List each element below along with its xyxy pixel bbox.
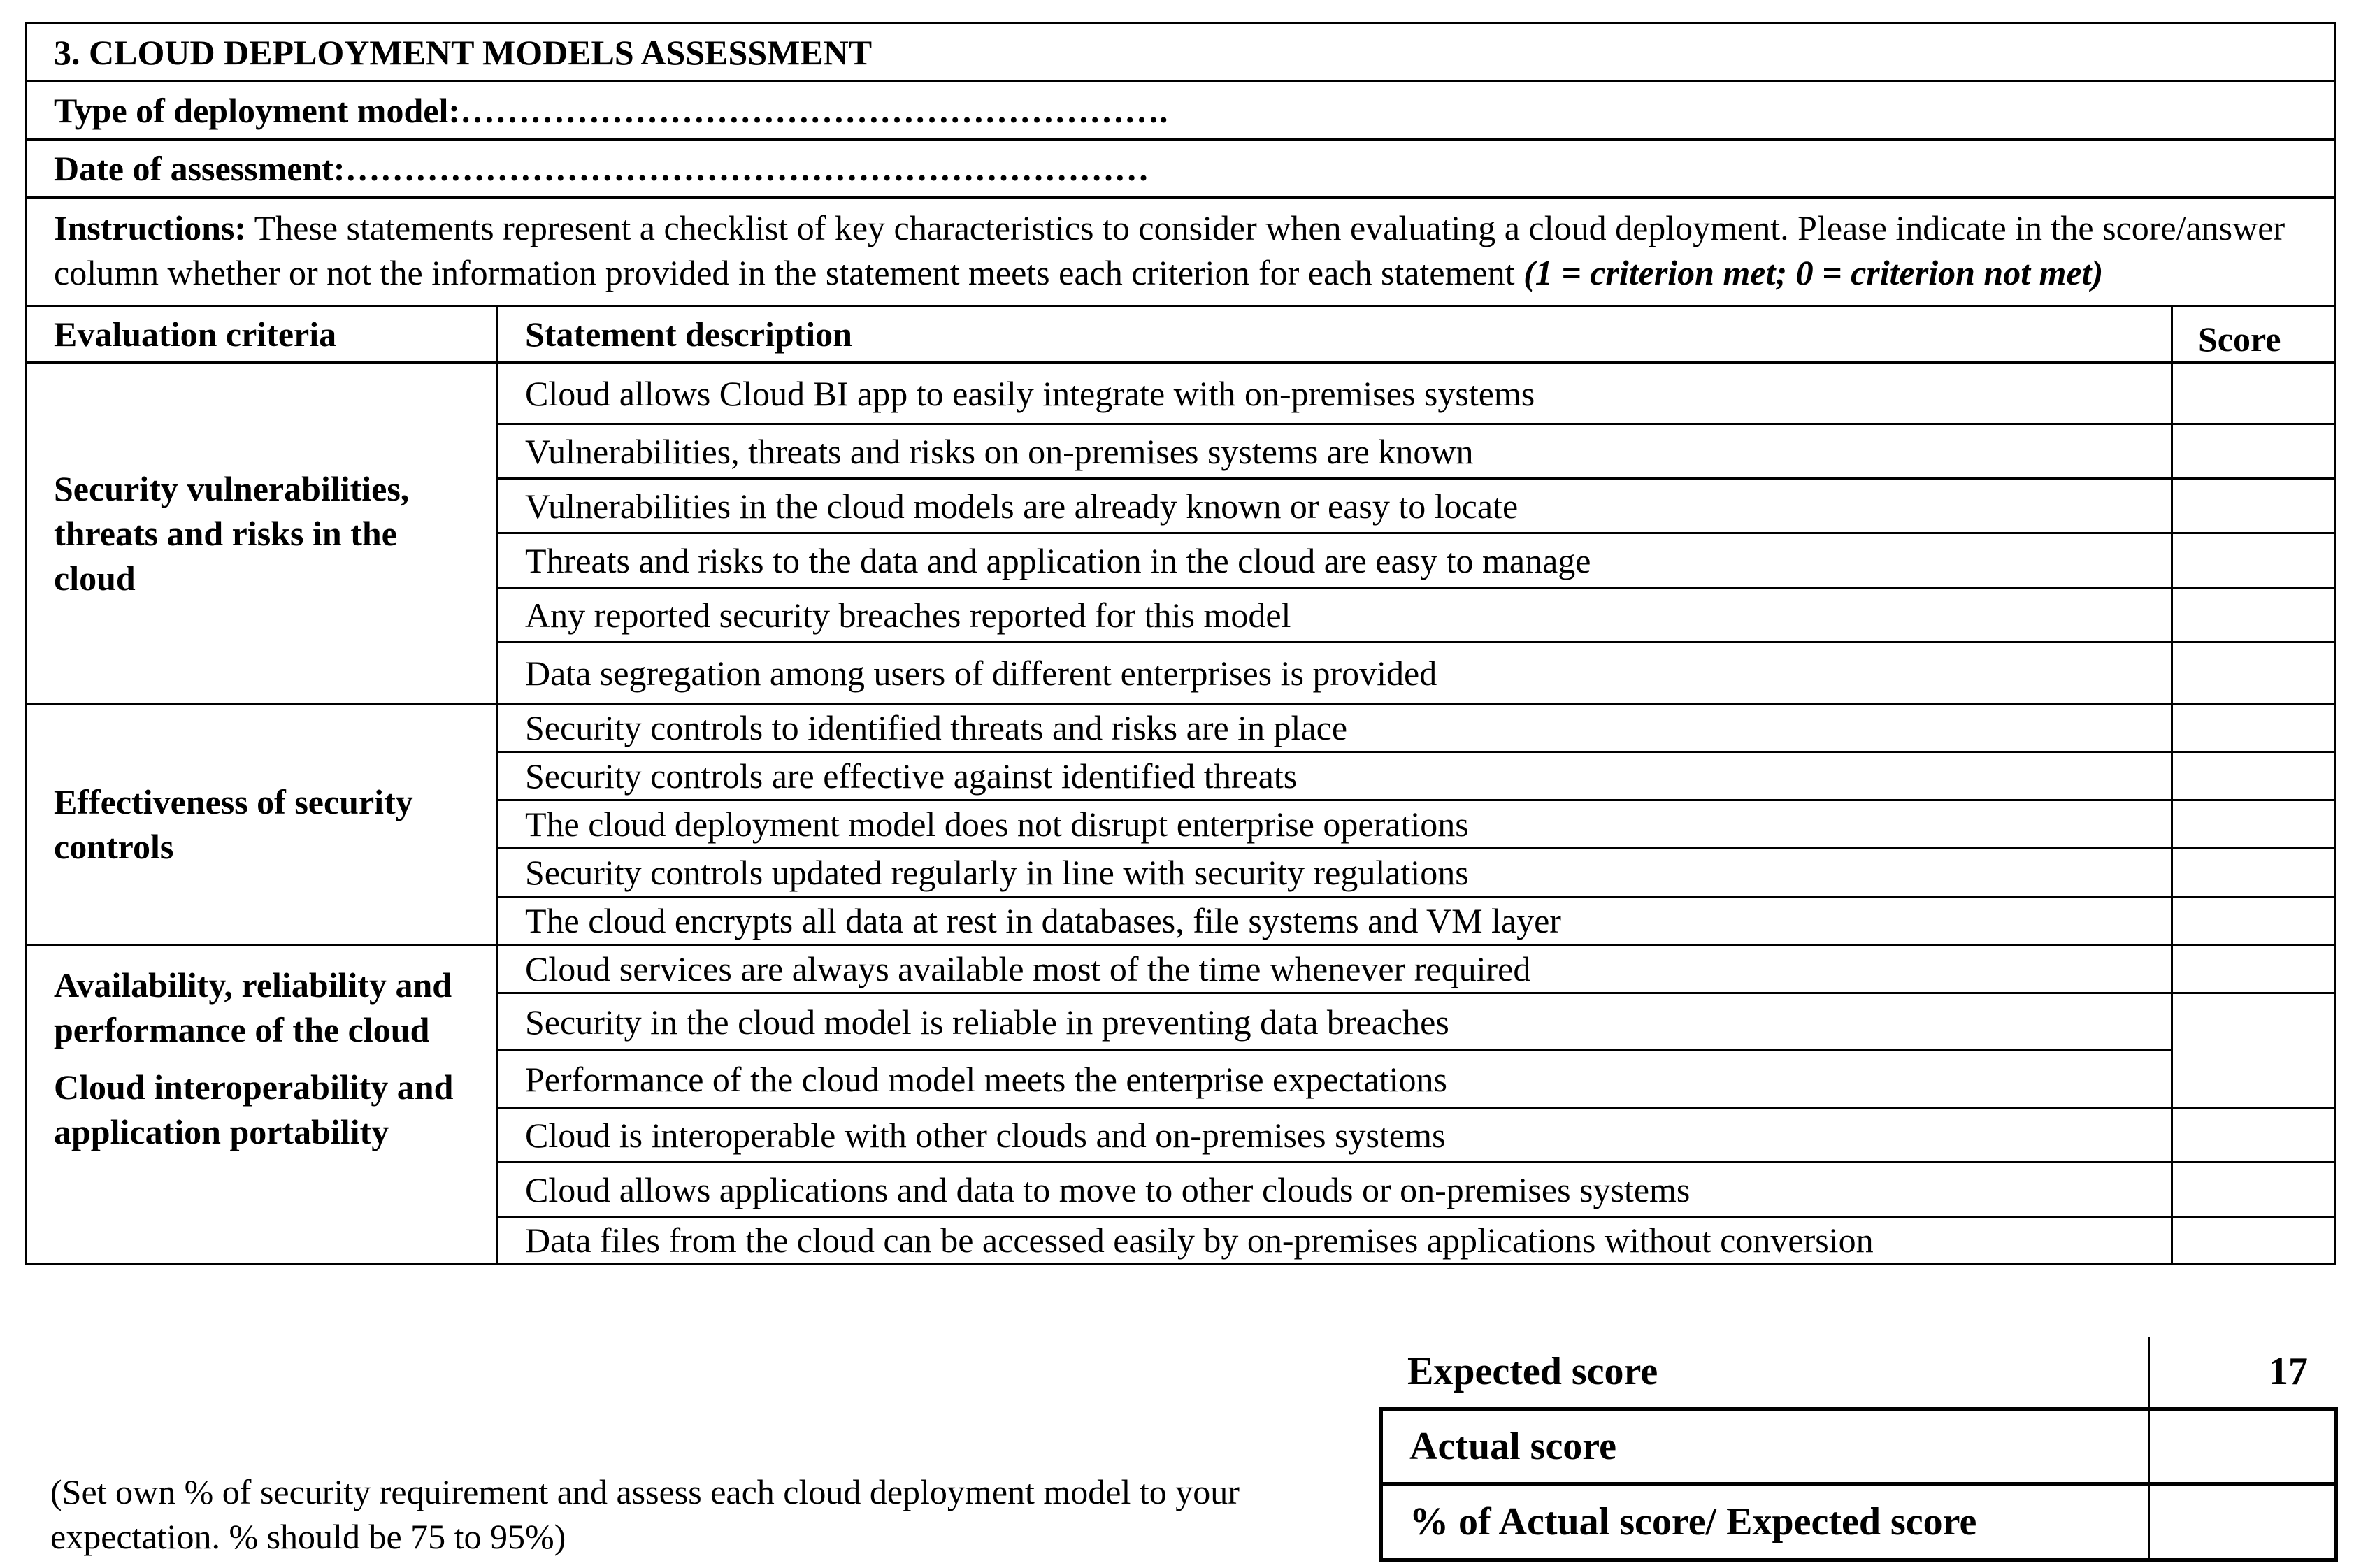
criterion-security-controls: Effectiveness of security controls — [27, 704, 498, 945]
score-cell[interactable] — [2172, 1217, 2335, 1264]
score-cell[interactable] — [2172, 800, 2335, 849]
score-cell[interactable] — [2172, 479, 2335, 533]
criterion-security-vulnerabilities: Security vulnerabilities, threats and risks in the cloud — [27, 363, 498, 704]
statement-text: Vulnerabilities in the cloud models are already known or easy to locate — [498, 479, 2172, 533]
score-cell[interactable] — [2172, 704, 2335, 752]
score-cell[interactable] — [2172, 1051, 2335, 1108]
percent-score-label: % of Actual score/ Expected score — [1381, 1484, 2148, 1560]
statement-text: Performance of the cloud model meets the enterprise expectations — [498, 1051, 2172, 1108]
expected-score-label: Expected score — [1381, 1337, 2148, 1409]
statement-text: Cloud allows Cloud BI app to easily integrate with on-premises systems — [498, 363, 2172, 424]
statement-text: Security controls updated regularly in line with security regulations — [498, 849, 2172, 897]
score-cell[interactable] — [2172, 533, 2335, 588]
assessment-date-field[interactable]: Date of assessment:…………………………………………………………… — [27, 140, 2335, 198]
actual-score-input[interactable] — [2148, 1409, 2336, 1484]
footnote: (Set own % of security requirement and assess each cloud deployment model to your expectation. % should be 75 to 95%) — [50, 1472, 1240, 1556]
statement-text: Vulnerabilities, threats and risks on on-premises systems are known — [498, 424, 2172, 479]
column-header-score: Score — [2172, 306, 2335, 363]
deployment-model-field[interactable]: Type of deployment model:……………………………………………………. — [27, 82, 2335, 140]
form-title: 3. CLOUD DEPLOYMENT MODELS ASSESSMENT — [27, 24, 2335, 82]
score-cell[interactable] — [2172, 363, 2335, 424]
score-cell[interactable] — [2172, 897, 2335, 945]
statement-text: Cloud services are always available most of the time whenever required — [498, 945, 2172, 993]
score-cell[interactable] — [2172, 1108, 2335, 1163]
score-cell[interactable] — [2172, 588, 2335, 642]
score-cell[interactable] — [2172, 752, 2335, 800]
score-cell[interactable] — [2172, 424, 2335, 479]
table-row — [27, 704, 2335, 752]
expected-score-value: 17 — [2269, 1350, 2308, 1393]
assessment-table — [25, 22, 2336, 1265]
criterion-availability: Availability, reliability and performance of the cloud — [54, 965, 452, 1049]
actual-score-label: Actual score — [1381, 1409, 2148, 1484]
statement-text: Security in the cloud model is reliable in preventing data breaches — [498, 993, 2172, 1051]
instructions-label: Instructions: — [54, 208, 247, 247]
statement-text: The cloud deployment model does not disrupt enterprise operations — [498, 800, 2172, 849]
score-cell[interactable] — [2172, 945, 2335, 993]
score-cell[interactable] — [2172, 1163, 2335, 1217]
instructions — [27, 198, 2335, 306]
score-summary-area — [25, 1337, 2334, 1567]
table-row — [27, 945, 2335, 993]
criterion-availability-interoperability — [27, 945, 498, 1264]
statement-text: Threats and risks to the data and application in the cloud are easy to manage — [498, 533, 2172, 588]
column-header-statement: Statement description — [498, 306, 2172, 363]
statement-text: The cloud encrypts all data at rest in databases, file systems and VM layer — [498, 897, 2172, 945]
table-row — [27, 363, 2335, 424]
instructions-key: (1 = criterion met; 0 = criterion not met) — [1523, 253, 2104, 292]
instructions-text: These statements represent a checklist of key characteristics to consider when evaluating a cloud deployment. Please indicate in the score/answer column whether or not the information provided in the statement meets each criterion for each statement — [54, 208, 2285, 292]
assessment-form — [25, 22, 2334, 1556]
score-summary-table — [1379, 1337, 2338, 1562]
statement-text: Security controls are effective against identified threats — [498, 752, 2172, 800]
score-cell[interactable] — [2172, 993, 2335, 1051]
statement-text: Data segregation among users of different enterprises is provided — [498, 642, 2172, 704]
statement-text: Any reported security breaches reported for this model — [498, 588, 2172, 642]
statement-text: Cloud is interoperable with other clouds and on-premises systems — [498, 1108, 2172, 1163]
score-cell[interactable] — [2172, 642, 2335, 704]
percent-score-input[interactable] — [2148, 1484, 2336, 1560]
statement-text: Cloud allows applications and data to move to other clouds or on-premises systems — [498, 1163, 2172, 1217]
statement-text: Data files from the cloud can be accessed easily by on-premises applications without conversion — [498, 1217, 2172, 1264]
statement-text: Security controls to identified threats and risks are in place — [498, 704, 2172, 752]
column-header-criteria: Evaluation criteria — [27, 306, 498, 363]
criterion-interoperability: Cloud interoperability and application portability — [54, 1067, 454, 1151]
score-cell[interactable] — [2172, 849, 2335, 897]
